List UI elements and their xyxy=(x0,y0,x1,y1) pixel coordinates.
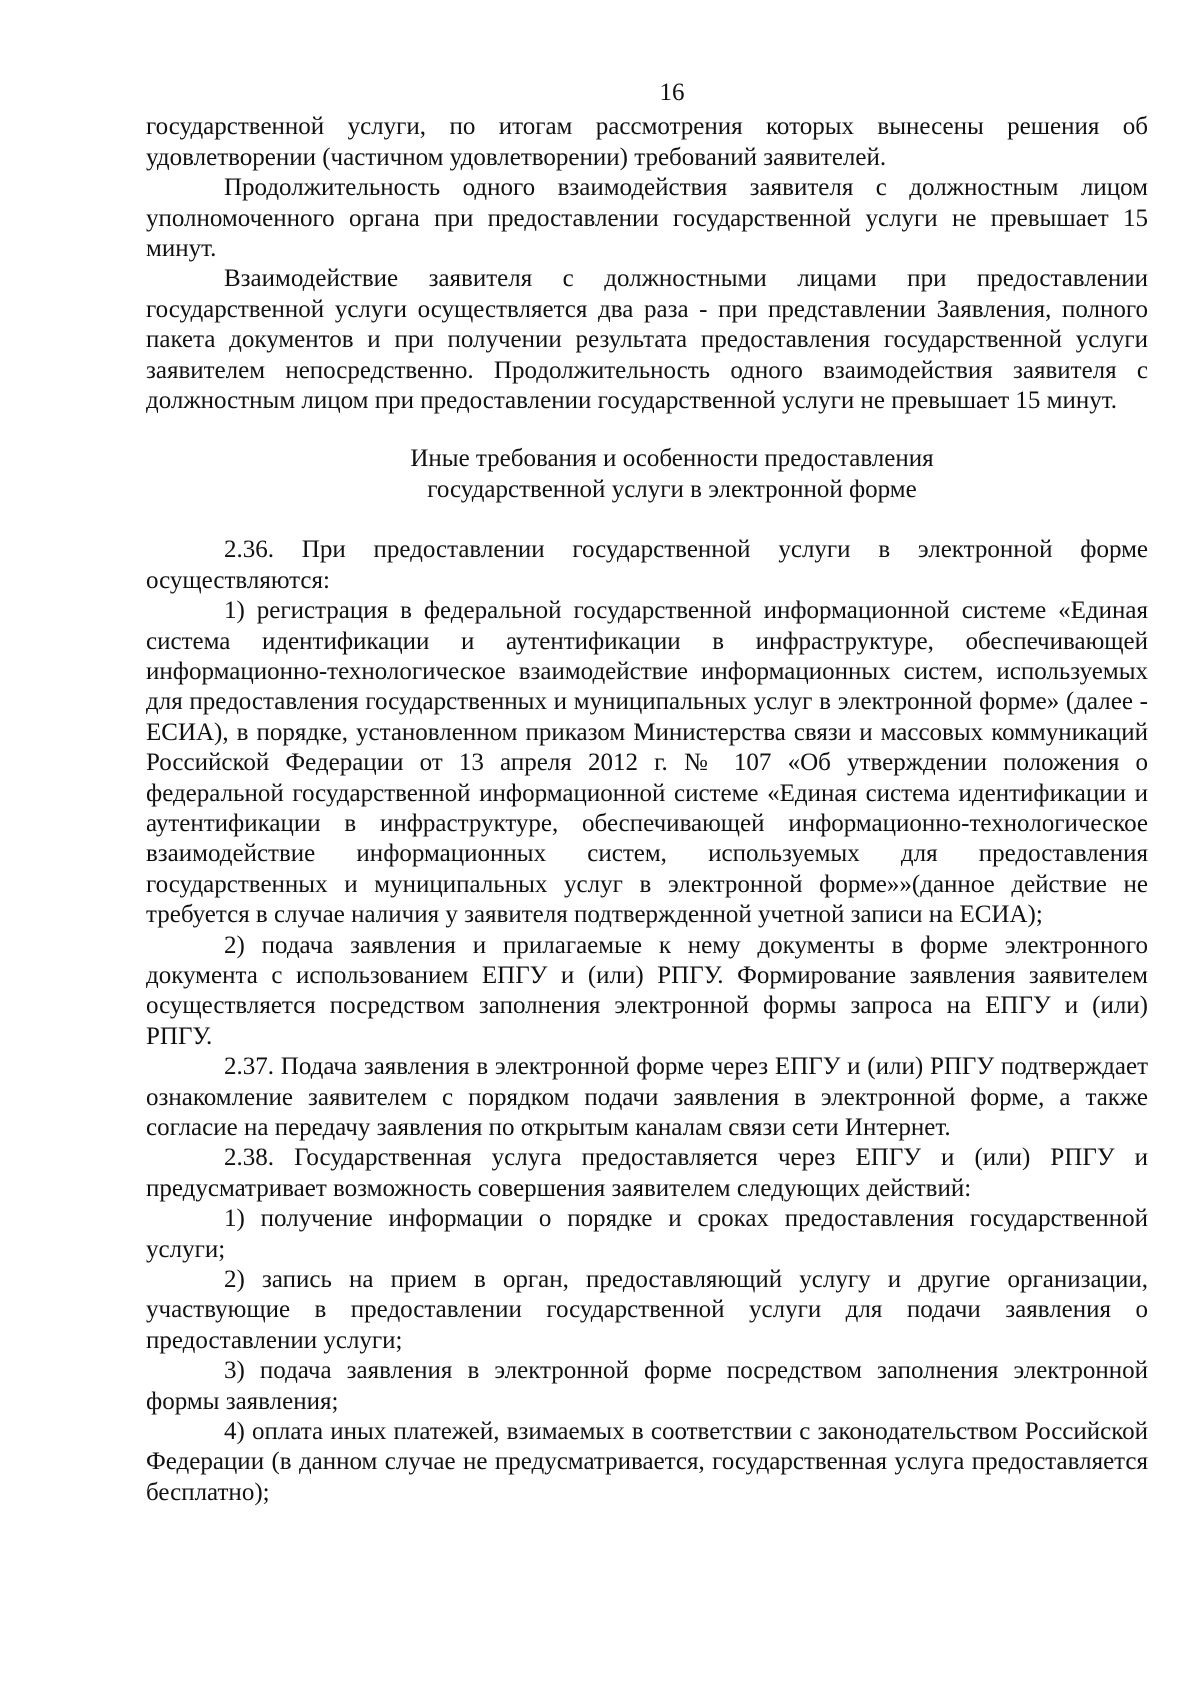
list-item-information: 1) получение информации о порядке и сроках предоставления государственной услуги; xyxy=(146,1205,1148,1263)
list-item-application-submission: 2) подача заявления и прилагаемые к нему документы в форме электронного документа с использованием ЕПГУ и (или) РПГУ. Формирование заявления заявителем осуществляется посредством заполнения электронной формы запроса на ЕПГУ и (или) РПГУ. xyxy=(146,931,1148,1050)
section-heading-line-1: Иные требования и особенности предоставления xyxy=(410,445,934,473)
paragraph-2-38: 2.38. Государственная услуга предоставляется через ЕПГУ и (или) РПГУ и предусматривает возможность совершения заявителем следующих действий: xyxy=(146,1144,1148,1202)
list-item-appointment: 2) запись на прием в орган, предоставляющий услугу и другие организации, участвующие в предоставлении государственной услуги для подачи заявления о предоставлении услуги; xyxy=(146,1266,1148,1354)
page-number: 16 xyxy=(659,79,685,106)
section-heading xyxy=(146,444,1148,505)
list-item-esia-registration: 1) регистрация в федеральной государственной информационной системе «Единая система идентификации и аутентификации в инфраструктуре, обеспечивающей информационно-технологическое взаимодействие информационных систем, используемых для предоставления государственных и муниципальных услуг в электронной форме» (далее - ЕСИА), в порядке, установленном приказом Министерства связи и массовых коммуникаций Российской Федерации от 13 апреля 2012 г. № 107 «Об утверждении положения о федеральной государственной информационной системе «Единая система идентификации и аутентификации в инфраструктуре, обеспечивающей информационно-технологическое взаимодействие информационных систем, используемых для предоставления государственных и муниципальных услуг в электронной форме»»(данное действие не требуется в случае наличия у заявителя подтвержденной учетной записи на ЕСИА); xyxy=(146,597,1148,929)
section-heading-line-2: государственной услуги в электронной форме xyxy=(427,475,917,503)
list-item-payment: 4) оплата иных платежей, взимаемых в соответствии с законодательством Российской Федерации (в данном случае не предусматривается, государственная услуга предоставляется бесплатно); xyxy=(146,1418,1148,1506)
paragraph-interaction-duration: Продолжительность одного взаимодействия заявителя с должностным лицом уполномоченного органа при предоставлении государственной услуги не превышает 15 минут. xyxy=(146,174,1148,263)
list-item-electronic-application: 3) подача заявления в электронной форме посредством заполнения электронной формы заявления; xyxy=(146,1357,1148,1415)
paragraph-continuation: государственной услуги, по итогам рассмотрения которых вынесены решения об удовлетворении (частичном удовлетворении) требований заявителей. xyxy=(146,113,1148,171)
paragraph-2-37: 2.37. Подача заявления в электронной форме через ЕПГУ и (или) РПГУ подтверждает ознакомление заявителем с порядком подачи заявления в электронной форме, а также согласие на передачу заявления по открытым каналам связи сети Интернет. xyxy=(146,1053,1148,1141)
paragraph-interaction-count: Взаимодействие заявителя с должностными лицами при предоставлении государственной услуги осуществляется два раза - при представлении Заявления, полного пакета документов и при получении результата предоставления государственной услуги заявителем непосредственно. Продолжительность одного взаимодействия заявителя с должностным лицом при предоставлении государственной услуги не превышает 15 минут. xyxy=(146,265,1148,415)
paragraph-2-36: 2.36. При предоставлении государственной услуги в электронной форме осуществляются: xyxy=(146,536,1148,594)
